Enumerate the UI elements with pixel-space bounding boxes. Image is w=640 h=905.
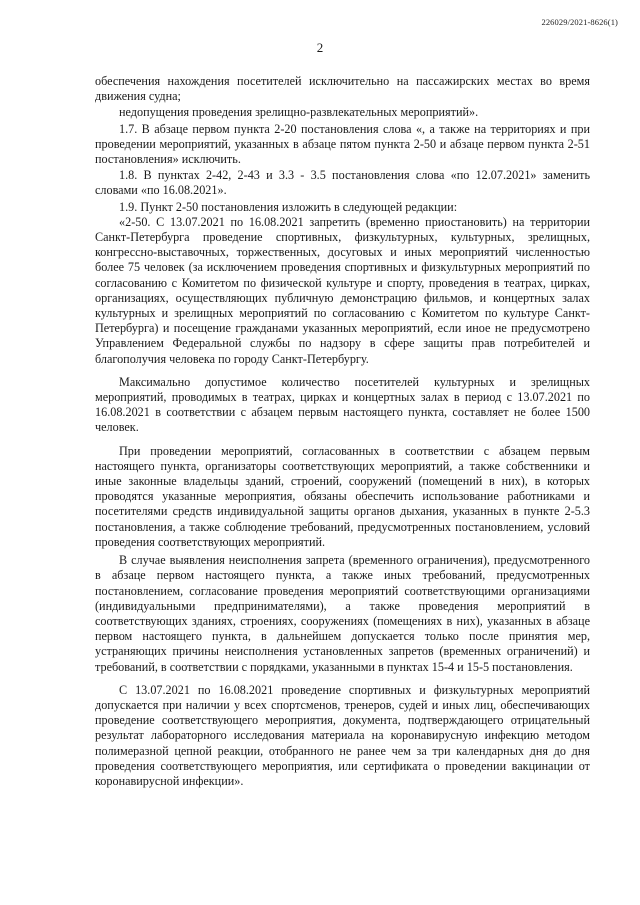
paragraph: недопущения проведения зрелищно-развлекательных мероприятий».: [119, 105, 479, 120]
paragraph: С 13.07.2021 по 16.08.2021 проведение спортивных и физкультурных мероприятий допускается при наличии у всех спортсменов, тренеров, судей и иных лиц, обеспечивающих проведение соответствующего мероприятия, документа, подтверждающего отрицательный результат лабораторного исследования материала на коронавирусную инфекцию методом полимеразной цепной реакции, отобранного не ранее чем за три календарных дня до дня проведения соответствующего мероприятия, или сертификата о проведении вакцинации от коронавирусной инфекции».: [95, 682, 590, 788]
document-body: [95, 74, 590, 789]
paragraph: 1.8. В пунктах 2-42, 2-43 и 3.3 - 3.5 постановления слова «по 12.07.2021» заменить словами «по 16.08.2021».: [95, 168, 590, 198]
document-id: 226029/2021-8626(1): [541, 17, 618, 27]
paragraph: При проведении мероприятий, согласованных в соответствии с абзацем первым настоящего пункта, организаторы соответствующих мероприятий, а также собственники и иные законные владельцы зданий, строений, сооружений (помещений в них), в которых проводятся указанные мероприятия, обязаны обеспечить использование работниками и посетителями средств индивидуальной защиты органов дыхания, указанных в пункте 2-5.3 постановления, а также соблюдение требований, предусмотренных постановлением, условий проведения соответствующих мероприятий.: [95, 443, 590, 549]
paragraph: «2-50. С 13.07.2021 по 16.08.2021 запретить (временно приостановить) на территории Санкт-Петербурга проведение спортивных, физкультурных, культурных, зрелищных, конгрессно-выставочных, торжественных, досуговых и иных мероприятий численностью более 75 человек (за исключением проведения спортивных и физкультурных мероприятий по согласованию с Комитетом по физической культуре и спорту, проведения в театрах, цирках, организациях, осуществляющих публичную демонстрацию фильмов, и концертных залах культурных и зрелищных мероприятий по согласованию с Комитетом по культуре Санкт-Петербурга) и посещение гражданами указанных мероприятий, если иное не предусмотрено Управлением Федеральной службы по надзору в сфере защиты прав потребителей и благополучия человека по городу Санкт-Петербургу.: [95, 214, 590, 366]
paragraph: В случае выявления неисполнения запрета (временного ограничения), предусмотренного в абзаце первом настоящего пункта, а также иных требований, предусмотренных постановлением, согласование проведения мероприятий соответствующими организациями (индивидуальными предпринимателями), а также проведения мероприятий в соответствующих зданиях, строениях, сооружениях (помещениях в них), указанных в абзаце первом настоящего пункта, в дальнейшем допускается только после принятия мер, устраняющих причины неисполнения установленных запретов (временных ограничений) и требований, в соответствии с порядками, указанными в пунктах 15-4 и 15-5 постановления.: [95, 553, 590, 674]
page-number: 2: [316, 40, 324, 55]
paragraph: 1.9. Пункт 2-50 постановления изложить в следующей редакции:: [119, 199, 458, 214]
paragraph: обеспечения нахождения посетителей исключительно на пассажирских местах во время движения судна;: [95, 74, 590, 104]
paragraph: 1.7. В абзаце первом пункта 2-20 постановления слова «, а также на территориях и при проведении мероприятий, указанных в абзаце пятом пункта 2-50 и абзаце первом пункта 2-51 постановления» исключить.: [95, 121, 590, 167]
paragraph: Максимально допустимое количество посетителей культурных и зрелищных мероприятий, проводимых в театрах, цирках и концертных залах в период с 13.07.2021 по 16.08.2021 в соответствии с абзацем первым настоящего пункта, составляет не более 1500 человек.: [95, 374, 590, 435]
